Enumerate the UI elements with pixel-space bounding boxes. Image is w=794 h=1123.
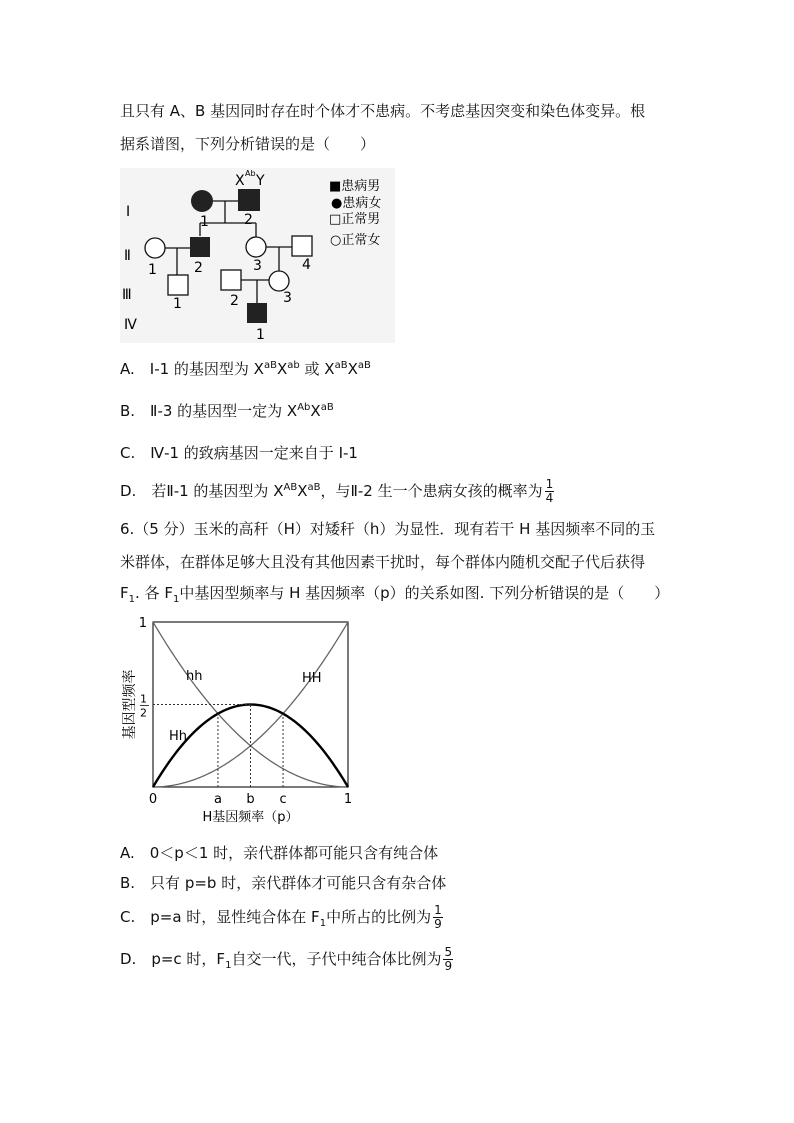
q6-option-b: B. 只有 p=b 时，亲代群体才可能只含有杂合体	[120, 874, 447, 892]
gen-label-IV: Ⅳ	[124, 317, 137, 333]
y-tick-1: 1	[138, 616, 147, 631]
legend-normal-male: □正常男	[329, 212, 381, 227]
II-2-affected-male	[190, 237, 210, 257]
y-tick-half-num: 1	[140, 692, 147, 706]
gen-label-II: Ⅱ	[124, 248, 131, 264]
I-1-affected-female	[191, 190, 213, 212]
x-tick-1: 1	[343, 792, 353, 807]
q6-option-c: C. p=a 时，显性纯合体在 $F_1$中所占的比例为 $\frac{1}{9}$	[120, 903, 442, 931]
legend-affected-female: ●患病女	[331, 196, 382, 211]
II-3-normal-female	[246, 237, 266, 257]
svg-text:1: 1	[148, 262, 157, 278]
IV-1-affected-male	[247, 303, 267, 323]
legend-affected-male: ■患病男	[329, 179, 381, 194]
q6-option-d: D. p=c 时，$F_1$自交一代，子代中纯合体比例为 $\frac{5}{9}$	[120, 945, 453, 973]
series-label-Hh: Hh	[169, 729, 188, 744]
series-label-HH: HH	[302, 671, 322, 686]
svg-text:3: 3	[283, 290, 292, 306]
II-4-normal-male	[292, 236, 312, 256]
intro-line-2: 据系谱图，下列分析错误的是（ ）	[120, 135, 376, 153]
genotype-y: Y	[256, 173, 265, 189]
gen-label-I: Ⅰ	[126, 204, 131, 220]
III-2-normal-male	[221, 270, 241, 290]
svg-text:1: 1	[200, 214, 209, 230]
svg-text:1: 1	[173, 296, 182, 312]
q5-option-c: C. Ⅳ-1 的致病基因一定来自于 Ⅰ-1	[120, 444, 358, 462]
II-1-normal-female	[145, 238, 165, 258]
series-label-hh: hh	[186, 669, 203, 684]
svg-text:1: 1	[256, 327, 265, 343]
q6-line-2: 米群体，在群体足够大且没有其他因素干扰时，每个群体内随机交配子代后获得	[120, 553, 646, 571]
intro-line-1: 且只有 A、B 基因同时存在时个体才不患病。不考虑基因突变和染色体变异。根	[120, 102, 646, 120]
gen-label-III: Ⅲ	[122, 287, 132, 303]
genotype-x: X	[235, 173, 245, 189]
svg-text:3: 3	[253, 258, 262, 274]
III-3-normal-female	[269, 271, 289, 291]
y-axis-label: 基因型频率	[122, 669, 138, 740]
legend-normal-female: ○正常女	[330, 233, 381, 248]
y-tick-half-den: 2	[140, 706, 147, 720]
I-2-affected-male	[238, 189, 260, 211]
x-tick-0: 0	[148, 792, 158, 807]
q5-option-a: A. Ⅰ-1 的基因型为 $X^{aB}X^{ab}$ 或 $X^{aB}X^{aB}$	[120, 360, 371, 378]
x-tick-b: b	[246, 792, 255, 807]
svg-text:2: 2	[194, 260, 203, 276]
III-1-normal-male	[168, 275, 188, 295]
svg-text:4: 4	[302, 257, 311, 273]
q5-option-d: D. 若Ⅱ-1 的基因型为 $X^{AB}X^{aB}$，与Ⅱ-2 生一个患病女孩的概率为 $\frac{1}{4}$	[120, 477, 554, 505]
q6-option-a: A. 0＜p＜1 时，亲代群体都可能只含有纯合体	[120, 844, 439, 862]
q5-option-b: B. Ⅱ-3 的基因型一定为 $X^{Ab}X^{aB}$	[120, 402, 334, 420]
q6-line-1: 6.（5 分）玉米的高秆（H）对矮秆（h）为显性．现有若干 H 基因频率不同的玉	[120, 520, 656, 538]
x-axis-label: H基因频率（p）	[202, 810, 299, 825]
x-tick-c: c	[279, 792, 287, 807]
svg-text:2: 2	[244, 212, 253, 228]
genotype-frequency-chart	[118, 612, 368, 827]
genotype-sup: Ab	[245, 169, 256, 178]
svg-text:2: 2	[230, 293, 239, 309]
q6-line-3: $F_1$. 各 $F_1$中基因型频率与 H 基因频率（p）的关系如图. 下列分析错误的是（ ）	[120, 584, 670, 605]
pedigree-diagram	[120, 168, 395, 343]
x-tick-a: a	[213, 792, 222, 807]
